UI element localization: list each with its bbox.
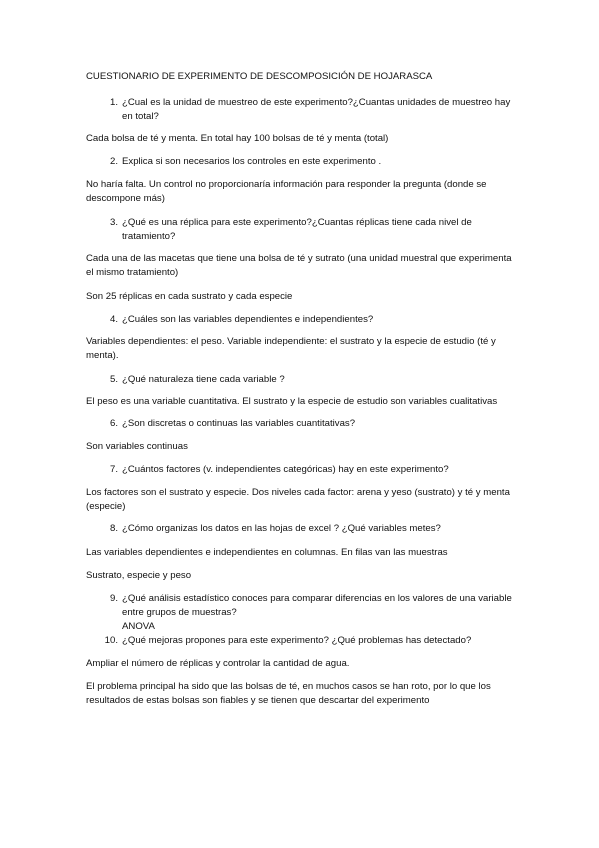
answer-5: El peso es una variable cuantitativa. El sustrato y la especie de estudio son variables cualitativas bbox=[86, 396, 498, 407]
question-number: 6. bbox=[109, 418, 118, 429]
question-text bbox=[122, 592, 514, 634]
question-text: ¿Qué naturaleza tiene cada variable ? bbox=[122, 374, 285, 385]
question-number: 4. bbox=[109, 314, 118, 325]
document-title: CUESTIONARIO DE EXPERIMENTO DE DESCOMPOSICIÓN DE HOJARASCA bbox=[86, 71, 433, 82]
question-number: 1. bbox=[109, 97, 118, 108]
answer-3b: Son 25 réplicas en cada sustrato y cada especie bbox=[86, 291, 293, 302]
question-text: ¿Cómo organizas los datos en las hojas de excel ? ¿Qué variables metes? bbox=[122, 523, 441, 534]
question-number: 3. bbox=[109, 217, 118, 228]
question-number: 8. bbox=[109, 523, 118, 534]
answer-7: Los factores son el sustrato y especie. Dos niveles cada factor: arena y yeso (sustrato) y té y menta (especie) bbox=[86, 487, 510, 512]
answer-4: Variables dependientes: el peso. Variable independiente: el sustrato y la especie de estudio (té y menta). bbox=[86, 336, 496, 361]
question-9-answer: ANOVA bbox=[122, 621, 155, 632]
question-text: ¿Son discretas o continuas las variables cuantitativas? bbox=[122, 418, 356, 429]
question-number: 5. bbox=[109, 374, 118, 385]
question-number: 9. bbox=[109, 593, 118, 604]
question-text: Explica si son necesarios los controles en este experimento . bbox=[122, 156, 382, 167]
question-number: 7. bbox=[109, 464, 118, 475]
answer-10b: El problema principal ha sido que las bolsas de té, en muchos casos se han roto, por lo que los resultados de estas bolsas son fiables y se tienen que descartar del experimento bbox=[86, 681, 491, 706]
answer-8: Las variables dependientes e independientes en columnas. En filas van las muestras bbox=[86, 547, 448, 558]
question-text: ¿Cual es la unidad de muestreo de este experimento?¿Cuantas unidades de muestreo hay en total? bbox=[122, 97, 511, 122]
question-number: 10. bbox=[104, 635, 118, 646]
question-text: ¿Cuántos factores (v. independientes categóricas) hay en este experimento? bbox=[122, 464, 449, 475]
question-number: 2. bbox=[109, 156, 118, 167]
question-text: ¿Qué es una réplica para este experimento?¿Cuantas réplicas tiene cada nivel de tratamiento? bbox=[122, 217, 472, 242]
question-text-body: ¿Qué análisis estadístico conoces para comparar diferencias en los valores de una variable entre grupos de muestras? bbox=[122, 593, 512, 618]
answer-8b: Sustrato, especie y peso bbox=[86, 570, 192, 581]
question-text: ¿Cuáles son las variables dependientes e independientes? bbox=[122, 314, 374, 325]
question-text: ¿Qué mejoras propones para este experimento? ¿Qué problemas has detectado? bbox=[122, 635, 472, 646]
answer-3: Cada una de las macetas que tiene una bolsa de té y sutrato (una unidad muestral que experimenta el mismo tratamiento) bbox=[86, 253, 512, 278]
answer-1: Cada bolsa de té y menta. En total hay 100 bolsas de té y menta (total) bbox=[86, 133, 389, 144]
answer-10: Ampliar el número de réplicas y controlar la cantidad de agua. bbox=[86, 658, 350, 669]
answer-2: No haría falta. Un control no proporcionaría información para responder la pregunta (donde se descompone más) bbox=[86, 179, 487, 204]
answer-6: Son variables continuas bbox=[86, 441, 188, 452]
